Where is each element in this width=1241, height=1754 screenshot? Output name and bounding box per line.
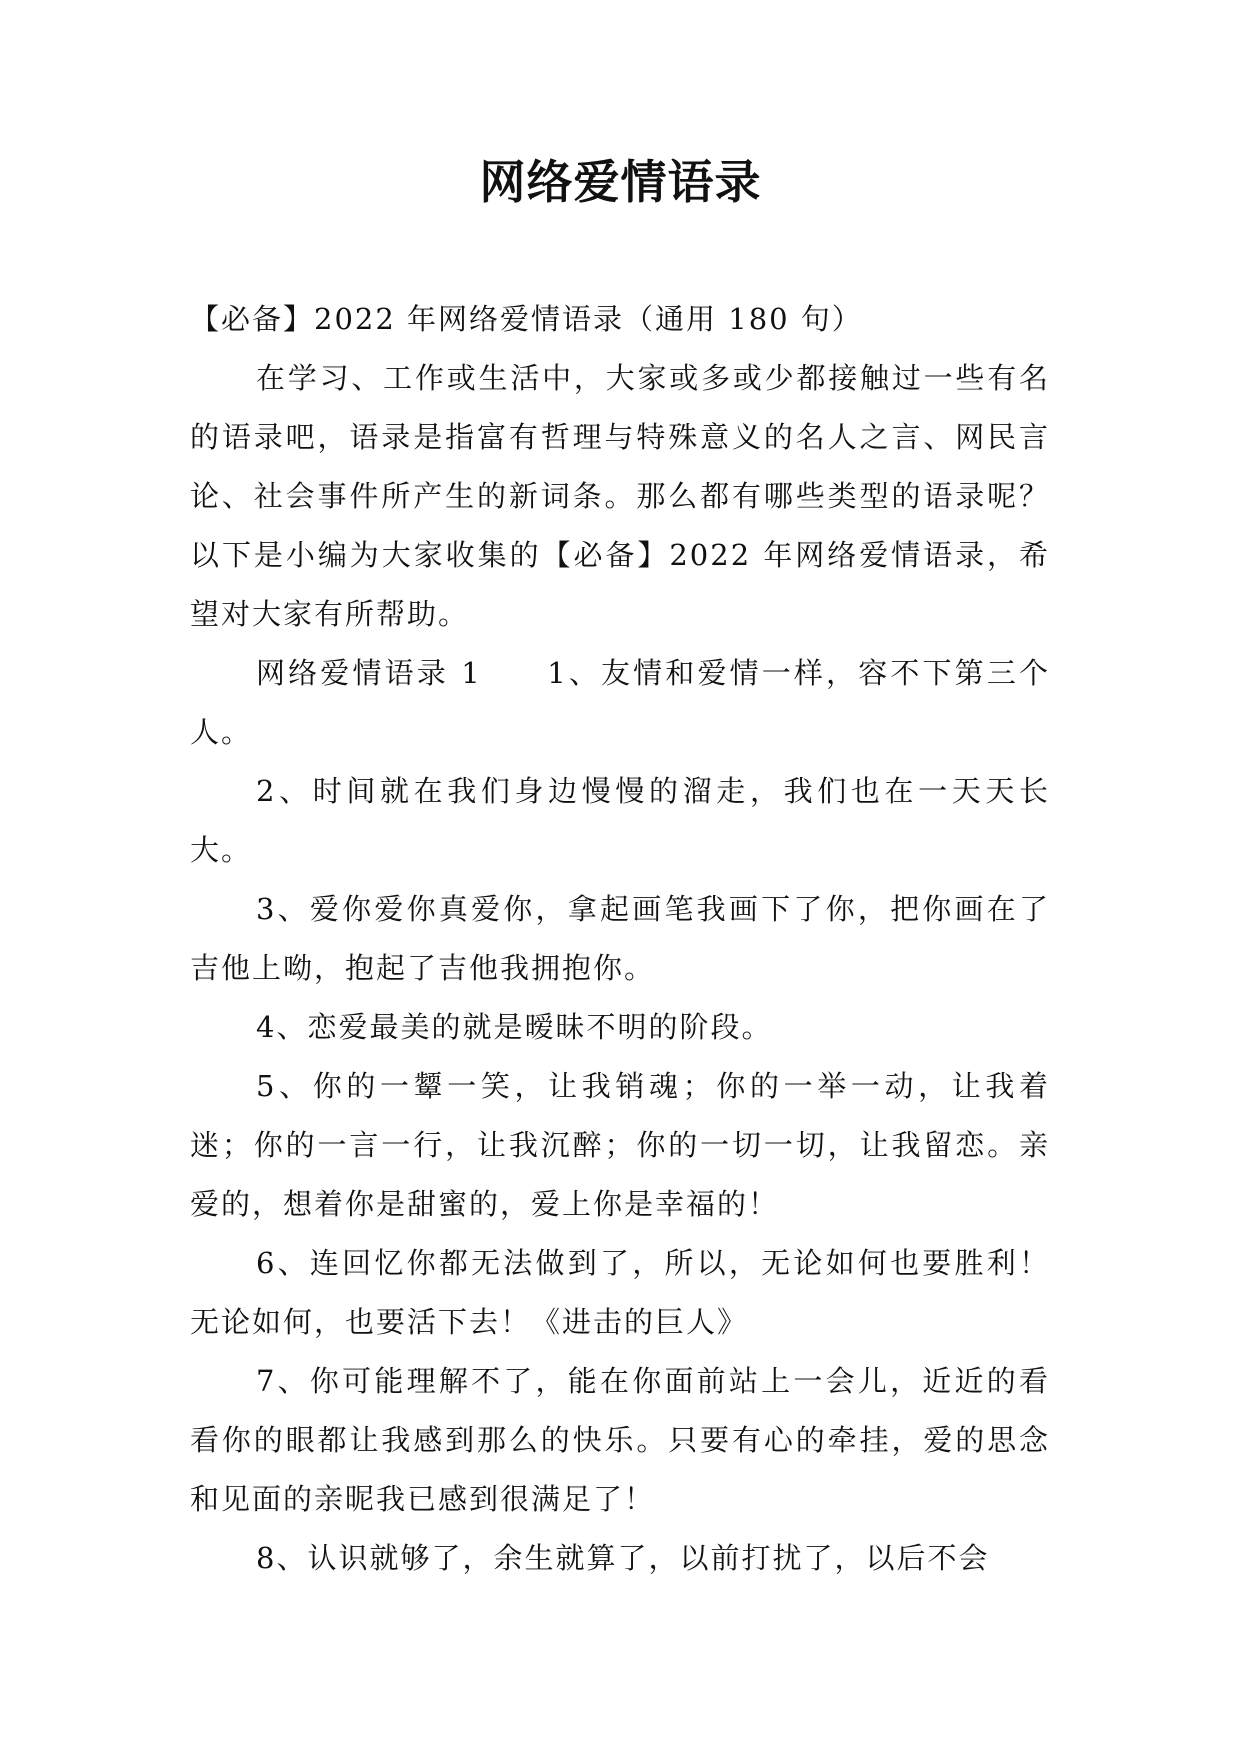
list-item: 3、爱你爱你真爱你，拿起画笔我画下了你，把你画在了吉他上呦，抱起了吉他我拥抱你。 [190, 892, 1050, 985]
document-subtitle: 【必备】2022 年网络爱情语录（通用 180 句） [190, 302, 863, 336]
list-item: 5、你的一颦一笑，让我销魂；你的一举一动，让我着迷；你的一言一行，让我沉醉；你的一切一切，让我留恋。亲爱的，想着你是甜蜜的，爱上你是幸福的！ [190, 1069, 1050, 1221]
list-item: 6、连回忆你都无法做到了，所以，无论如何也要胜利！无论如何，也要活下去！《进击的巨人》 [190, 1246, 1050, 1339]
list-item: 8、认识就够了，余生就算了，以前打扰了，以后不会 [256, 1541, 990, 1575]
section-heading: 网络爱情语录 1 [256, 656, 482, 690]
list-item: 4、恋爱最美的就是暧昧不明的阶段。 [256, 1010, 773, 1044]
list-item: 2、时间就在我们身边慢慢的溜走，我们也在一天天长大。 [190, 774, 1050, 867]
intro-paragraph: 在学习、工作或生活中，大家或多或少都接触过一些有名的语录吧，语录是指富有哲理与特殊意义的名人之言、网民言论、社会事件所产生的新词条。那么都有哪些类型的语录呢？以下是小编为大家收集的【必备】2022 年网络爱情语录，希望对大家有所帮助。 [190, 361, 1050, 631]
document-body [190, 290, 1050, 1588]
section-gap [482, 656, 547, 690]
list-item: 1、友情和爱情一样，容不下第三个人。 [190, 656, 1050, 749]
document-title: 网络爱情语录 [479, 155, 762, 209]
list-item: 7、你可能理解不了，能在你面前站上一会儿，近近的看看你的眼都让我感到那么的快乐。只要有心的牵挂，爱的思念和见面的亲昵我已感到很满足了！ [190, 1364, 1050, 1516]
section-first-paragraph [190, 644, 1050, 762]
